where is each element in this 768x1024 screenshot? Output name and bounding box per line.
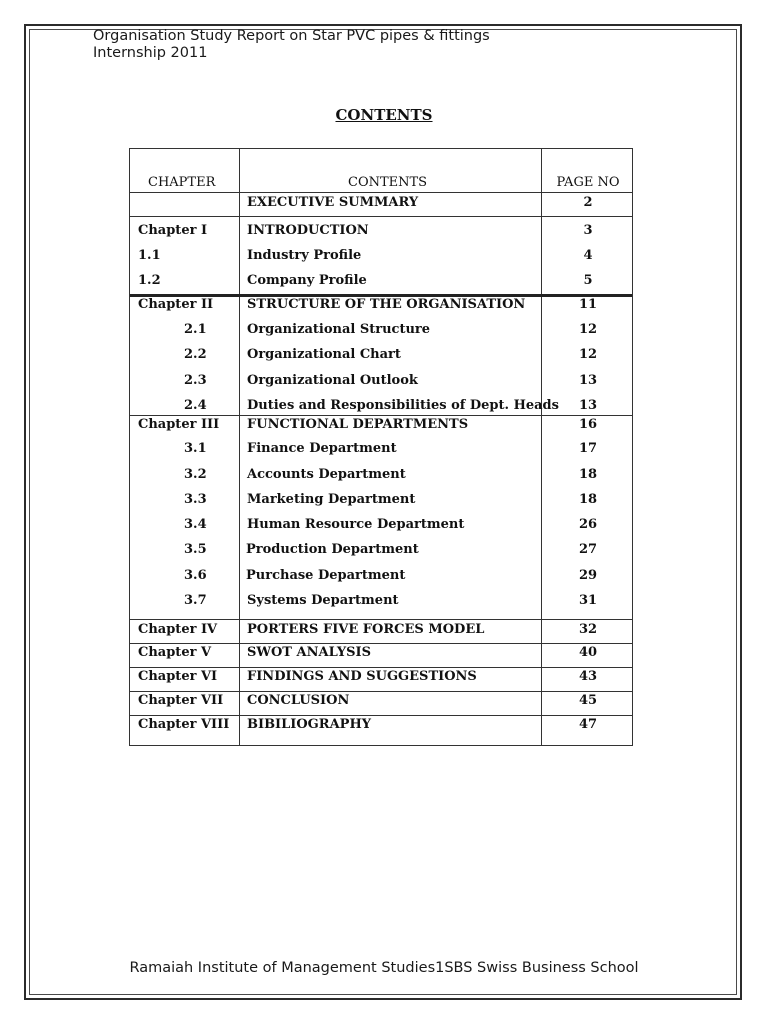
section-number: 3.7: [184, 593, 207, 608]
entry-title: Purchase Department: [246, 568, 406, 583]
section-number: 1.1: [138, 248, 161, 263]
entry-page: 26: [578, 517, 598, 532]
entry-title: Systems Department: [247, 593, 399, 608]
row-divider: [130, 619, 632, 620]
section-number: 3.6: [184, 568, 207, 583]
column-header-contents: CONTENTS: [348, 175, 428, 190]
chapter-label: Chapter VIII: [138, 717, 230, 732]
entry-title: Marketing Department: [247, 492, 416, 507]
header-line-1: Organisation Study Report on Star PVC pipes & fittings: [93, 28, 490, 44]
entry-page: 16: [578, 417, 598, 432]
entry-title: BIBILIOGRAPHY: [247, 717, 372, 732]
row-divider: [130, 667, 632, 668]
entry-title: INTRODUCTION: [247, 223, 369, 238]
row-divider: [130, 691, 632, 692]
section-number: 3.1: [184, 441, 207, 456]
section-number: 2.3: [184, 373, 207, 388]
entry-title: Organizational Outlook: [247, 373, 418, 388]
entry-page: 31: [578, 593, 598, 608]
entry-title: Company Profile: [247, 273, 367, 288]
section-number: 2.4: [184, 398, 207, 413]
entry-page: 11: [578, 297, 598, 312]
entry-page: 12: [578, 322, 598, 337]
column-header-chapter: CHAPTER: [148, 175, 216, 190]
chapter-label: Chapter IV: [138, 622, 218, 637]
chapter-label: Chapter V: [138, 645, 212, 660]
column-header-page: PAGE NO: [556, 175, 620, 190]
row-divider: [130, 643, 632, 644]
section-number: 3.5: [184, 542, 207, 557]
chapter-label: Chapter I: [138, 223, 208, 238]
entry-page: 47: [578, 717, 598, 732]
entry-page: 2: [583, 195, 593, 210]
entry-title: FUNCTIONAL DEPARTMENTS: [247, 417, 469, 432]
page-header: [93, 28, 490, 62]
section-number: 1.2: [138, 273, 161, 288]
entry-title: Accounts Department: [247, 467, 406, 482]
section-number: 3.2: [184, 467, 207, 482]
entry-title: Organizational Structure: [247, 322, 431, 337]
entry-page: 12: [578, 347, 598, 362]
column-divider: [239, 149, 240, 745]
entry-title: Human Resource Department: [247, 517, 465, 532]
chapter-label: Chapter II: [138, 297, 214, 312]
entry-title: STRUCTURE OF THE ORGANISATION: [247, 297, 526, 312]
entry-page: 18: [578, 492, 598, 507]
row-divider: [130, 715, 632, 716]
entry-title: SWOT ANALYSIS: [247, 645, 372, 660]
entry-title: CONCLUSION: [247, 693, 350, 708]
row-divider: [130, 192, 632, 193]
chapter-label: Chapter VI: [138, 669, 218, 684]
entry-title: FINDINGS AND SUGGESTIONS: [247, 669, 477, 684]
contents-table: [129, 148, 633, 746]
entry-title: Duties and Responsibilities of Dept. Heads: [247, 398, 559, 413]
row-divider: [130, 216, 632, 217]
section-number: 2.1: [184, 322, 207, 337]
entry-page: 40: [578, 645, 598, 660]
section-number: 2.2: [184, 347, 207, 362]
page-title: CONTENTS: [335, 106, 433, 124]
page-footer: Ramaiah Institute of Management Studies1SBS Swiss Business School: [129, 960, 639, 976]
entry-page: 13: [578, 373, 598, 388]
entry-page: 3: [583, 223, 593, 238]
entry-page: 18: [578, 467, 598, 482]
entry-page: 32: [578, 622, 598, 637]
entry-page: 13: [578, 398, 598, 413]
entry-page: 45: [578, 693, 598, 708]
entry-title: Production Department: [246, 542, 419, 557]
entry-title: PORTERS FIVE FORCES MODEL: [247, 622, 485, 637]
entry-title: Organizational Chart: [247, 347, 401, 362]
entry-title: Finance Department: [247, 441, 397, 456]
entry-page: 5: [583, 273, 593, 288]
entry-page: 43: [578, 669, 598, 684]
header-line-2: Internship 2011: [93, 45, 208, 61]
section-number: 3.4: [184, 517, 207, 532]
entry-page: 29: [578, 568, 598, 583]
chapter-label: Chapter III: [138, 417, 220, 432]
row-divider: [130, 415, 632, 416]
entry-page: 4: [583, 248, 593, 263]
chapter-label: Chapter VII: [138, 693, 224, 708]
entry-page: 17: [578, 441, 598, 456]
entry-title: EXECUTIVE SUMMARY: [247, 195, 419, 210]
entry-page: 27: [578, 542, 598, 557]
section-number: 3.3: [184, 492, 207, 507]
entry-title: Industry Profile: [247, 248, 362, 263]
